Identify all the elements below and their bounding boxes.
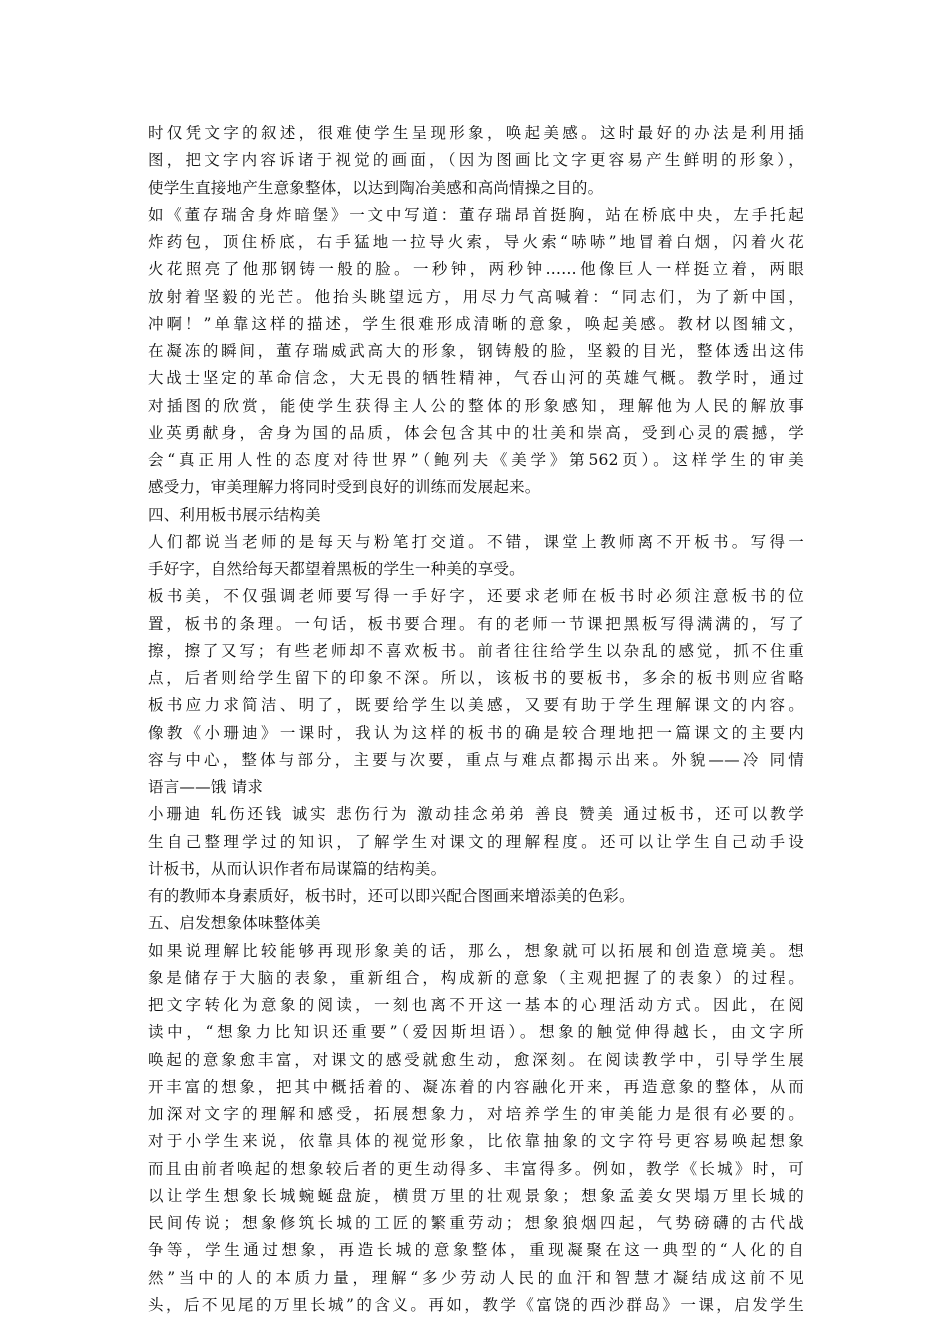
- text-line: 板书应力求简洁、明了，既要给学生以美感，又要有助于学生理解课文的内容。: [148, 696, 804, 715]
- text-line: 对于小学生来说，依靠具体的视觉形象，比依靠抽象的文字符号更容易唤起想象: [148, 1132, 804, 1151]
- text-line: 业英勇献身，舍身为国的品质，体会包含其中的壮美和崇高，受到心灵的震撼，学: [148, 423, 804, 442]
- text-line: 加深对文字的理解和感受，拓展想象力，对培养学生的审美能力是很有必要的。: [148, 1105, 804, 1123]
- text-line: 像教《小珊迪》一课时，我认为这样的板书的确是较合理地把一篇课文的主要内: [148, 723, 804, 742]
- text-line: 会“真正用人性的态度对待世界”（鲍列夫《美学》第562页）。这样学生的审美: [148, 451, 804, 469]
- text-line: 如果说理解比较能够再现形象美的话，那么，想象就可以拓展和创造意境美。想: [148, 941, 804, 960]
- text-line: 民间传说；想象修筑长城的工匠的繁重劳动；想象狼烟四起，气势磅礴的古代战: [148, 1214, 804, 1232]
- text-line: 争等，学生通过想象，再造长城的意象整体，重现凝聚在这一典型的“人化的自: [148, 1241, 804, 1260]
- text-line: 计板书，从而认识作者布局谋篇的结构美。: [148, 859, 447, 878]
- text-line: 点，后者则给学生留下的印象不深。所以，该板书的要板书，多余的板书则应省略: [148, 669, 804, 687]
- text-line: 唤起的意象愈丰富，对课文的感受就愈生动，愈深刻。在阅读教学中，引导学生展: [148, 1050, 804, 1069]
- text-line: 擦，擦了又写；有些老师却不喜欢板书。前者往往给学生以杂乱的感觉，抓不住重: [148, 641, 804, 660]
- text-line: 人们都说当老师的是每天与粉笔打交道。不错，课堂上教师离不开板书。写得一: [148, 532, 804, 551]
- text-line: 火花照亮了他那钢铸一般的脸。一秒钟，两秒钟……他像巨人一样挺立着，两眼: [148, 260, 804, 279]
- text-line: 而且由前者唤起的想象较后者的更生动得多、丰富得多。例如，教学《长城》时，可: [148, 1159, 804, 1178]
- text-line: 读中，“想象力比知识还重要”（爱因斯坦语）。想象的触觉伸得越长，由文字所: [148, 1023, 804, 1042]
- text-line: 象是储存于大脑的表象，重新组合，构成新的意象（主观把握了的表象）的过程。: [148, 968, 804, 987]
- text-line: 有的教师本身素质好，板书时，还可以即兴配合图画来增添美的色彩。: [148, 887, 635, 905]
- text-line: 小珊迪 轧伤还钱 诚实 悲伤行为 激动挂念弟弟 善良 赞美 通过板书，还可以教学: [148, 805, 804, 824]
- text-line: 容与中心，整体与部分，主要与次要，重点与难点都揭示出来。外貌——冷 同情: [148, 750, 804, 769]
- text-line: 时仅凭文字的叙述，很难使学生呈现形象，唤起美感。这时最好的办法是利用插: [148, 124, 804, 142]
- text-line: 置，板书的条理。一句话，板书要合理。有的老师一节课把黑板写得满满的，写了: [148, 614, 804, 633]
- text-line: 然”当中的人的本质力量，理解“多少劳动人民的血汗和智慧才凝结成这前不见: [148, 1268, 804, 1287]
- text-line: 放射着坚毅的光芒。他抬头眺望远方，用尽力气高喊着：“同志们，为了新中国，: [148, 287, 804, 306]
- text-line: 冲啊！”单靠这样的描述，学生很难形成清晰的意象，唤起美感。教材以图辅文，: [148, 314, 804, 333]
- text-line: 头，后不见尾的万里长城”的含义。再如，教学《富饶的西沙群岛》一课，启发学生: [148, 1295, 804, 1314]
- text-line: 大战士坚定的革命信念，大无畏的牺牲精神，气吞山河的英雄气概。教学时，通过: [148, 369, 804, 388]
- text-line: 生自己整理学过的知识，了解学生对课文的理解程度。还可以让学生自己动手设: [148, 832, 804, 851]
- text-line: 如《董存瑞舍身炸暗堡》一文中写道：董存瑞昂首挺胸，站在桥底中央，左手托起: [148, 205, 804, 224]
- text-line: 手好字，自然给每天都望着黑板的学生一种美的享受。: [148, 560, 525, 578]
- text-line: 语言——饿 请求: [148, 778, 264, 796]
- text-line: 开丰富的想象，把其中概括着的、凝冻着的内容融化开来，再造意象的整体，从而: [148, 1077, 804, 1096]
- document-page: [148, 120, 804, 1320]
- text-line: 四、利用板书展示结构美: [148, 505, 321, 524]
- text-line: 板书美，不仅强调老师要写得一手好字，还要求老师在板书时必须注意板书的位: [148, 587, 804, 606]
- text-line: 使学生直接地产生意象整体，以达到陶冶美感和高尚情操之目的。: [148, 178, 604, 197]
- text-line: 把文字转化为意象的阅读，一刻也离不开这一基本的心理活动方式。因此，在阅: [148, 996, 804, 1014]
- text-line: 五、启发想象体味整体美: [148, 914, 321, 933]
- text-line: 在凝冻的瞬间，董存瑞威武高大的形象，钢铸般的脸，坚毅的目光，整体透出这伟: [148, 342, 804, 360]
- text-line: 图，把文字内容诉诸于视觉的画面，（因为图画比文字更容易产生鲜明的形象），: [148, 151, 804, 170]
- text-line: 炸药包，顶住桥底，右手猛地一拉导火索，导火索“哧哧”地冒着白烟，闪着火花: [148, 233, 804, 251]
- text-line: 感受力，审美理解力将同时受到良好的训练而发展起来。: [148, 478, 541, 497]
- text-line: 对插图的欣赏，能使学生获得主人公的整体的形象感知，理解他为人民的解放事: [148, 396, 804, 415]
- text-line: 以让学生想象长城蜿蜒盘旋，横贯万里的壮观景象；想象孟姜女哭塌万里长城的: [148, 1186, 804, 1205]
